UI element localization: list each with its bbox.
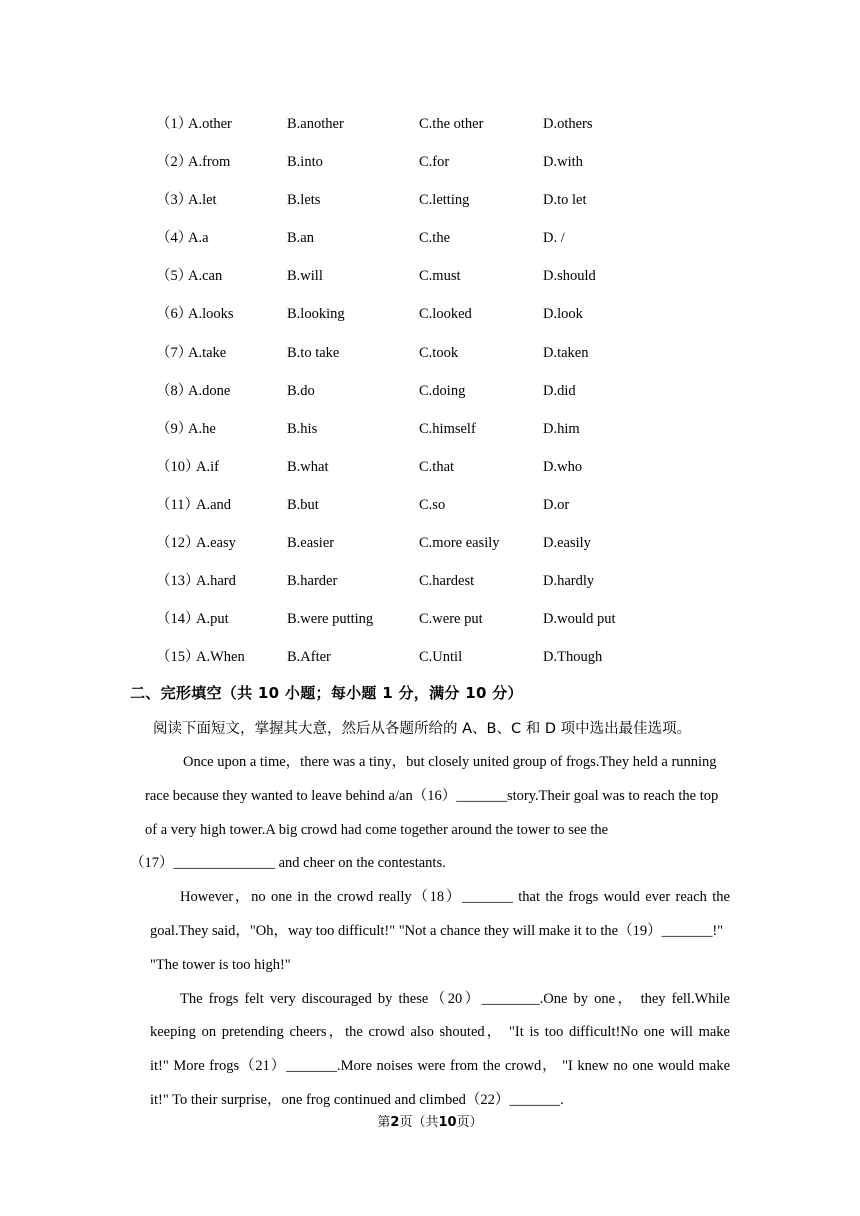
option-a: A.easy xyxy=(196,535,236,552)
question-number: （7） xyxy=(156,344,193,361)
option-a: A.if xyxy=(196,458,219,475)
question-number: （8） xyxy=(156,382,193,399)
option-row xyxy=(156,647,796,685)
passage-line: it!" More frogs（21）_______.More noises were from the crowd， "I knew no one would make xyxy=(150,1058,730,1074)
option-d: D.taken xyxy=(543,344,589,361)
option-c: C.Until xyxy=(419,649,463,666)
option-d: D.who xyxy=(543,458,583,475)
option-a: A.and xyxy=(196,496,232,513)
option-a: A.take xyxy=(188,344,227,361)
option-a: A.other xyxy=(188,116,232,132)
option-a: A.hard xyxy=(196,573,236,590)
option-row xyxy=(156,609,796,647)
option-c: C.that xyxy=(419,458,455,475)
option-b: B.looking xyxy=(287,306,345,323)
options-table xyxy=(156,114,796,685)
option-d: D.others xyxy=(543,116,593,132)
option-a: A.done xyxy=(188,382,231,399)
option-row xyxy=(156,533,796,571)
option-c: C.doing xyxy=(419,382,466,399)
question-number: （2） xyxy=(156,154,193,171)
page-total: 10 xyxy=(438,1115,457,1130)
option-d: D.Though xyxy=(543,649,603,666)
option-a: A.When xyxy=(196,649,245,666)
question-number: （4） xyxy=(156,230,193,247)
option-c: C.hardest xyxy=(419,573,475,590)
section-title: 二、完形填空（共 10 小题；每小题 1 分，满分 10 分） xyxy=(130,684,523,702)
option-row xyxy=(156,114,796,152)
option-b: B.easier xyxy=(287,535,335,552)
option-d: D.him xyxy=(543,420,580,437)
question-number: （14） xyxy=(156,611,200,628)
option-b: B.another xyxy=(287,116,344,132)
option-a: A.from xyxy=(188,154,231,171)
question-number: （10） xyxy=(156,458,200,475)
option-row xyxy=(156,381,796,419)
passage-line: it!" To their surprise，one frog continued and climbed（22）_______. xyxy=(150,1092,564,1108)
passage-line: "The tower is too high!" xyxy=(150,957,291,973)
question-number: （11） xyxy=(156,496,199,513)
option-d: D.or xyxy=(543,496,570,513)
option-row xyxy=(156,571,796,609)
question-number: （12） xyxy=(156,535,200,552)
option-c: C.the xyxy=(419,230,451,247)
option-c: C.for xyxy=(419,154,450,171)
option-c: C.himself xyxy=(419,420,476,437)
section-instruction: 阅读下面短文，掌握其大意，然后从各题所给的 A、B、C 和 D 项中选出最佳选项。 xyxy=(153,721,692,737)
option-d: D.with xyxy=(543,154,583,171)
option-d: D.easily xyxy=(543,535,591,552)
option-row xyxy=(156,190,796,228)
passage-line: （17）______________ and cheer on the contestants. xyxy=(130,855,446,871)
option-c: C.must xyxy=(419,268,461,285)
option-d: D.did xyxy=(543,382,576,399)
question-number: （9） xyxy=(156,420,193,437)
option-b: B.were putting xyxy=(287,611,374,628)
option-d: D.to let xyxy=(543,192,587,209)
option-row xyxy=(156,457,796,495)
option-row xyxy=(156,343,796,381)
passage-line: race because they wanted to leave behind a/an（16）_______story.Their goal was to reach the top xyxy=(145,788,719,804)
option-a: A.can xyxy=(188,268,223,285)
option-row xyxy=(156,304,796,342)
option-d: D.look xyxy=(543,306,583,323)
option-c: C.took xyxy=(419,344,459,361)
option-b: B.but xyxy=(287,496,319,513)
question-number: （5） xyxy=(156,268,193,285)
option-c: C.more easily xyxy=(419,535,500,552)
option-b: B.his xyxy=(287,420,318,437)
option-b: B.lets xyxy=(287,192,321,209)
question-number: （15） xyxy=(156,649,200,666)
question-number: （1） xyxy=(156,116,193,132)
passage-line: goal.They said，"Oh，way too difficult!" "Not a chance they will make it to the（19）_______!" xyxy=(150,923,724,939)
passage-line: keeping on pretending cheers，the crowd also shouted， "It is too difficult!No one will make xyxy=(150,1024,730,1040)
option-b: B.what xyxy=(287,458,329,475)
option-d: D. / xyxy=(543,230,565,247)
page-footer xyxy=(0,1111,860,1130)
question-number: （3） xyxy=(156,192,193,209)
option-d: D.should xyxy=(543,268,596,285)
option-b: B.do xyxy=(287,382,315,399)
page-number: 2 xyxy=(390,1115,400,1130)
option-row xyxy=(156,419,796,457)
passage-line: of a very high tower.A big crowd had come together around the tower to see the xyxy=(145,822,609,838)
question-number: （6） xyxy=(156,306,193,323)
option-a: A.put xyxy=(196,611,229,628)
option-row xyxy=(156,228,796,266)
option-c: C.so xyxy=(419,496,446,513)
option-a: A.a xyxy=(188,230,209,247)
footer-prefix: 第 xyxy=(377,1115,391,1130)
option-c: C.the other xyxy=(419,116,484,132)
question-number: （13） xyxy=(156,573,200,590)
option-a: A.he xyxy=(188,420,216,437)
option-d: D.hardly xyxy=(543,573,595,590)
passage-line: Once upon a time，there was a tiny，but closely united group of frogs.They held a running xyxy=(183,754,717,770)
option-b: B.After xyxy=(287,649,331,666)
option-row xyxy=(156,495,796,533)
option-b: B.to take xyxy=(287,344,340,361)
footer-middle: 页（共 xyxy=(399,1115,439,1130)
option-a: A.let xyxy=(188,192,217,209)
passage-line: However，no one in the crowd really（18）_______ that the frogs would ever reach the xyxy=(180,889,730,905)
option-d: D.would put xyxy=(543,611,616,628)
option-c: C.letting xyxy=(419,192,470,209)
passage-line: The frogs felt very discouraged by these（20）________.One by one， they fell.While xyxy=(180,991,730,1007)
option-row xyxy=(156,152,796,190)
option-a: A.looks xyxy=(188,306,234,323)
option-row xyxy=(156,266,796,304)
option-b: B.will xyxy=(287,268,323,285)
option-b: B.into xyxy=(287,154,323,171)
footer-suffix: 页） xyxy=(456,1115,483,1130)
option-b: B.an xyxy=(287,230,314,247)
option-c: C.were put xyxy=(419,611,483,628)
option-c: C.looked xyxy=(419,306,472,323)
option-b: B.harder xyxy=(287,573,338,590)
